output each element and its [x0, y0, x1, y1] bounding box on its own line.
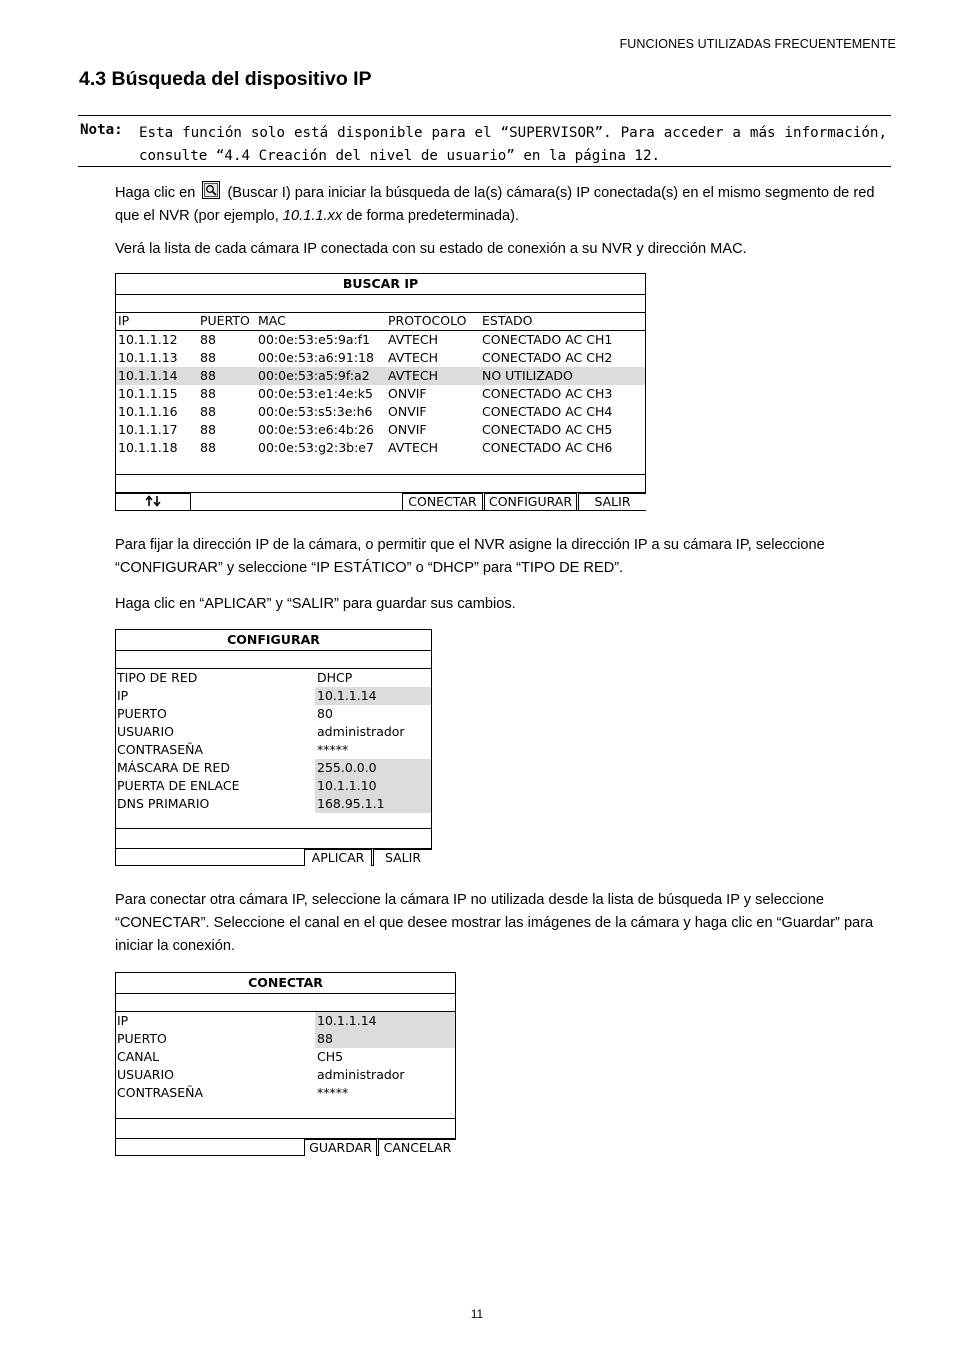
form-row [116, 1048, 455, 1066]
cell-port: 88 [200, 422, 216, 437]
field-label: PUERTA DE ENLACE [117, 778, 240, 793]
column-header-mac: MAC [258, 313, 286, 328]
field-value[interactable]: ***** [317, 742, 349, 757]
field-value[interactable]: 10.1.1.14 [317, 688, 377, 703]
field-value[interactable]: administrador [317, 1067, 405, 1082]
field-label: PUERTO [117, 1031, 167, 1046]
cell-protocol: ONVIF [388, 422, 427, 437]
p1-text-a: Haga clic en [115, 185, 196, 201]
field-value[interactable]: DHCP [317, 670, 353, 685]
note-text: Esta función solo está disponible para el “SUPERVISOR”. Para acceder a más información, consulte “4.4 Creación del nivel de usuario” en la página 12. [139, 125, 887, 164]
field-label: USUARIO [117, 724, 174, 739]
field-label: CANAL [117, 1049, 160, 1064]
cell-port: 88 [200, 386, 216, 401]
search-table-header [116, 312, 645, 330]
refresh-arrows-icon [144, 495, 162, 507]
cell-protocol: ONVIF [388, 404, 427, 419]
field-label: IP [117, 1013, 129, 1028]
cell-mac: 00:0e:53:e1:4e:k5 [258, 386, 373, 401]
cancel-button[interactable]: CANCELAR [378, 1139, 456, 1156]
note-label: Nota: [80, 122, 123, 138]
cell-protocol: AVTECH [388, 350, 438, 365]
column-header-ip: IP [118, 313, 130, 328]
paragraph-search-intro [115, 181, 891, 228]
cell-protocol: AVTECH [388, 368, 438, 383]
field-label: MÁSCARA DE RED [117, 760, 230, 775]
column-header-port: PUERTO [200, 313, 250, 328]
form-row [116, 669, 431, 687]
cell-mac: 00:0e:53:e5:9a:f1 [258, 332, 371, 347]
table-row[interactable] [116, 421, 645, 439]
connect-panel-title: CONECTAR [248, 975, 323, 990]
table-row[interactable] [116, 439, 645, 457]
form-row [116, 1012, 455, 1030]
cell-protocol: AVTECH [388, 332, 438, 347]
cell-status: CONECTADO AC CH6 [482, 440, 613, 455]
p1-ip-example: 10.1.1.xx [282, 208, 343, 224]
search-panel-title: BUSCAR IP [342, 276, 419, 291]
column-header-status: ESTADO [482, 313, 533, 328]
table-row[interactable] [116, 349, 645, 367]
field-label: CONTRASEÑA [117, 1085, 204, 1100]
field-label: USUARIO [117, 1067, 174, 1082]
connect-button[interactable]: CONECTAR [402, 493, 483, 510]
cell-port: 88 [200, 332, 216, 347]
paragraph-connect-info: Para conectar otra cámara IP, seleccione la cámara IP no utilizada desde la lista de búsqueda IP y seleccione “CONECTAR”. Seleccione el canal en el que desee mostrar las imágenes de la cámara y haga clic en “Guardar” para iniciar la conexión. [115, 892, 874, 954]
field-value[interactable]: 80 [317, 706, 333, 721]
cell-ip: 10.1.1.15 [118, 386, 178, 401]
cell-status: CONECTADO AC CH2 [482, 350, 613, 365]
field-value[interactable]: administrador [317, 724, 405, 739]
p1-text-b: (Buscar I) para iniciar la búsqueda de la(s) cámara(s) IP conectada(s) en el mismo segmento de red que el NVR (por ejemplo, [115, 185, 875, 224]
table-row[interactable] [116, 403, 645, 421]
cell-protocol: ONVIF [388, 386, 427, 401]
form-row [116, 1084, 455, 1102]
field-value[interactable]: 88 [317, 1031, 333, 1046]
field-value[interactable]: ***** [317, 1085, 349, 1100]
field-label: DNS PRIMARIO [117, 796, 210, 811]
cell-port: 88 [200, 350, 216, 365]
field-value[interactable]: 168.95.1.1 [317, 796, 385, 811]
field-label: TIPO DE RED [117, 670, 198, 685]
cell-ip: 10.1.1.14 [118, 368, 178, 383]
configure-panel [115, 629, 432, 866]
cell-port: 88 [200, 440, 216, 455]
column-header-protocol: PROTOCOLO [388, 313, 467, 328]
cell-status: NO UTILIZADO [482, 368, 573, 383]
cell-ip: 10.1.1.12 [118, 332, 178, 347]
cell-status: CONECTADO AC CH1 [482, 332, 613, 347]
field-value[interactable]: 10.1.1.10 [317, 778, 377, 793]
paragraph-list-info: Verá la lista de cada cámara IP conectada con su estado de conexión a su NVR y dirección MAC. [115, 241, 747, 257]
form-row [116, 1066, 455, 1084]
form-row [116, 687, 431, 705]
save-button[interactable]: GUARDAR [304, 1139, 377, 1156]
configure-panel-title: CONFIGURAR [227, 632, 320, 647]
field-label: IP [117, 688, 129, 703]
field-value[interactable]: CH5 [317, 1049, 344, 1064]
refresh-button[interactable] [116, 493, 191, 510]
section-title: 4.3 Búsqueda del dispositivo IP [79, 68, 372, 90]
table-row[interactable] [116, 367, 645, 385]
form-row [116, 1030, 455, 1048]
field-label: CONTRASEÑA [117, 742, 204, 757]
cell-status: CONECTADO AC CH5 [482, 422, 613, 437]
cell-mac: 00:0e:53:g2:3b:e7 [258, 440, 374, 455]
running-head: FUNCIONES UTILIZADAS FRECUENTEMENTE [619, 37, 896, 51]
cell-ip: 10.1.1.16 [118, 404, 178, 419]
configure-button[interactable]: CONFIGURAR [484, 493, 577, 510]
note-box [78, 115, 891, 167]
cell-mac: 00:0e:53:a5:9f:a2 [258, 368, 370, 383]
search-ip-panel [115, 273, 646, 511]
p1-text-c: de forma predeterminada). [346, 208, 519, 224]
cell-mac: 00:0e:53:e6:4b:26 [258, 422, 374, 437]
table-row[interactable] [116, 331, 645, 349]
cell-ip: 10.1.1.18 [118, 440, 178, 455]
cell-mac: 00:0e:53:s5:3e:h6 [258, 404, 373, 419]
cell-mac: 00:0e:53:a6:91:18 [258, 350, 374, 365]
cell-ip: 10.1.1.17 [118, 422, 178, 437]
cell-status: CONECTADO AC CH4 [482, 404, 613, 419]
cell-port: 88 [200, 404, 216, 419]
cell-ip: 10.1.1.13 [118, 350, 178, 365]
field-value[interactable]: 255.0.0.0 [317, 760, 377, 775]
form-row [116, 759, 431, 777]
cell-status: CONECTADO AC CH3 [482, 386, 613, 401]
form-row [116, 705, 431, 723]
exit-button[interactable]: SALIR [578, 493, 646, 510]
apply-button[interactable]: APLICAR [304, 849, 372, 866]
paragraph-configure-info: Para fijar la dirección IP de la cámara, o permitir que el NVR asigne la dirección IP a su cámara IP, seleccione “CONFIGURAR” y seleccione “IP ESTÁTICO” o “DHCP” para “TIPO DE RED”. [115, 537, 825, 576]
cell-protocol: AVTECH [388, 440, 438, 455]
cell-port: 88 [200, 368, 216, 383]
form-row [116, 795, 431, 813]
table-row[interactable] [116, 385, 645, 403]
field-value[interactable]: 10.1.1.14 [317, 1013, 377, 1028]
connect-panel [115, 972, 456, 1156]
paragraph-apply-info: Haga clic en “APLICAR” y “SALIR” para guardar sus cambios. [115, 596, 516, 612]
config-exit-button[interactable]: SALIR [373, 849, 432, 866]
page-number: 11 [470, 1307, 484, 1321]
form-row [116, 741, 431, 759]
form-row [116, 723, 431, 741]
form-row [116, 777, 431, 795]
search-ip-icon[interactable] [202, 181, 220, 199]
field-label: PUERTO [117, 706, 167, 721]
